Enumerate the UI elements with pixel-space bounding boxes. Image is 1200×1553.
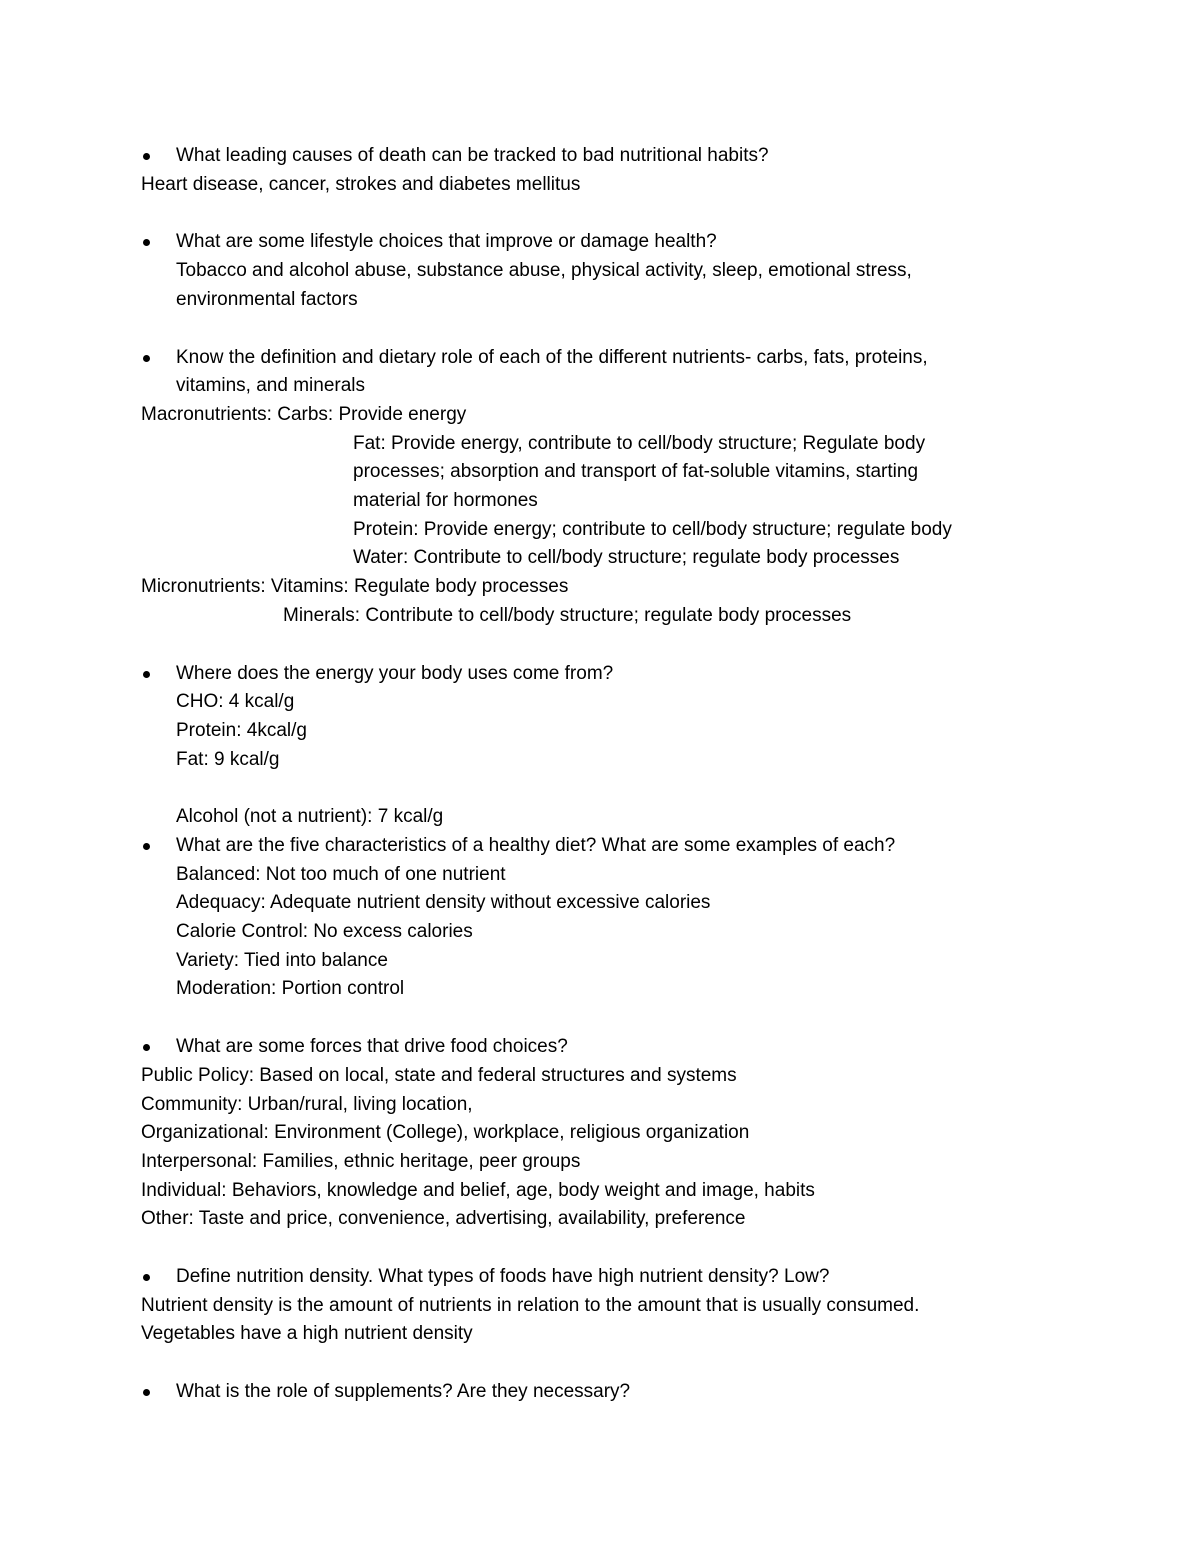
answer-line: Moderation: Portion control bbox=[176, 978, 405, 999]
question: What are some forces that drive food choices? bbox=[176, 1036, 568, 1057]
bullet-icon bbox=[143, 355, 150, 362]
answer-line: CHO: 4 kcal/g bbox=[176, 691, 295, 712]
answer-line: Water: Contribute to cell/body structure; regulate body processes bbox=[353, 547, 900, 568]
question: What are the five characteristics of a healthy diet? What are some examples of each? bbox=[176, 835, 896, 856]
bullet-icon bbox=[143, 1044, 150, 1051]
answer-line: Heart disease, cancer, strokes and diabetes mellitus bbox=[141, 174, 581, 195]
answer-line: Macronutrients: Carbs: Provide energy bbox=[141, 404, 467, 425]
question: Define nutrition density. What types of foods have high nutrient density? Low? bbox=[176, 1266, 830, 1287]
question: vitamins, and minerals bbox=[176, 375, 366, 396]
bullet-icon bbox=[143, 239, 150, 246]
answer-line: Individual: Behaviors, knowledge and belief, age, body weight and image, habits bbox=[141, 1180, 815, 1201]
bullet-icon bbox=[143, 153, 150, 160]
answer-line: Organizational: Environment (College), workplace, religious organization bbox=[141, 1122, 750, 1143]
answer-line: Vegetables have a high nutrient density bbox=[141, 1323, 473, 1344]
answer-line: processes; absorption and transport of fat-soluble vitamins, starting bbox=[353, 461, 919, 482]
bullet-icon bbox=[143, 1274, 150, 1281]
bullet-icon bbox=[143, 671, 150, 678]
question: What is the role of supplements? Are they necessary? bbox=[176, 1381, 631, 1402]
answer-line: Variety: Tied into balance bbox=[176, 950, 388, 971]
answer-line: Nutrient density is the amount of nutrients in relation to the amount that is usually consumed. bbox=[141, 1295, 920, 1316]
answer-line: Fat: Provide energy, contribute to cell/body structure; Regulate body bbox=[353, 433, 926, 454]
question: What leading causes of death can be tracked to bad nutritional habits? bbox=[176, 145, 769, 166]
bullet-icon bbox=[143, 843, 150, 850]
question: What are some lifestyle choices that improve or damage health? bbox=[176, 231, 717, 252]
bullet-icon bbox=[143, 1389, 150, 1396]
answer-line: Calorie Control: No excess calories bbox=[176, 921, 473, 942]
answer-line: material for hormones bbox=[353, 490, 538, 511]
answer-line: Micronutrients: Vitamins: Regulate body processes bbox=[141, 576, 569, 597]
answer-line: Balanced: Not too much of one nutrient bbox=[176, 864, 506, 885]
answer-line: Protein: Provide energy; contribute to cell/body structure; regulate body bbox=[353, 519, 952, 540]
answer-line: Protein: 4kcal/g bbox=[176, 720, 307, 741]
answer-line: Minerals: Contribute to cell/body structure; regulate body processes bbox=[283, 605, 852, 626]
question: Know the definition and dietary role of each of the different nutrients- carbs, fats, proteins, bbox=[176, 347, 928, 368]
answer-line: Interpersonal: Families, ethnic heritage, peer groups bbox=[141, 1151, 581, 1172]
answer-line: Community: Urban/rural, living location, bbox=[141, 1094, 473, 1115]
answer-line: Fat: 9 kcal/g bbox=[176, 749, 280, 770]
answer-line: Public Policy: Based on local, state and federal structures and systems bbox=[141, 1065, 737, 1086]
answer-line: Alcohol (not a nutrient): 7 kcal/g bbox=[176, 806, 444, 827]
answer-line: Other: Taste and price, convenience, advertising, availability, preference bbox=[141, 1208, 746, 1229]
answer-line: Adequacy: Adequate nutrient density without excessive calories bbox=[176, 892, 711, 913]
question: Where does the energy your body uses come from? bbox=[176, 663, 614, 684]
answer-line: environmental factors bbox=[176, 289, 358, 310]
answer-line: Tobacco and alcohol abuse, substance abuse, physical activity, sleep, emotional stress, bbox=[176, 260, 912, 281]
